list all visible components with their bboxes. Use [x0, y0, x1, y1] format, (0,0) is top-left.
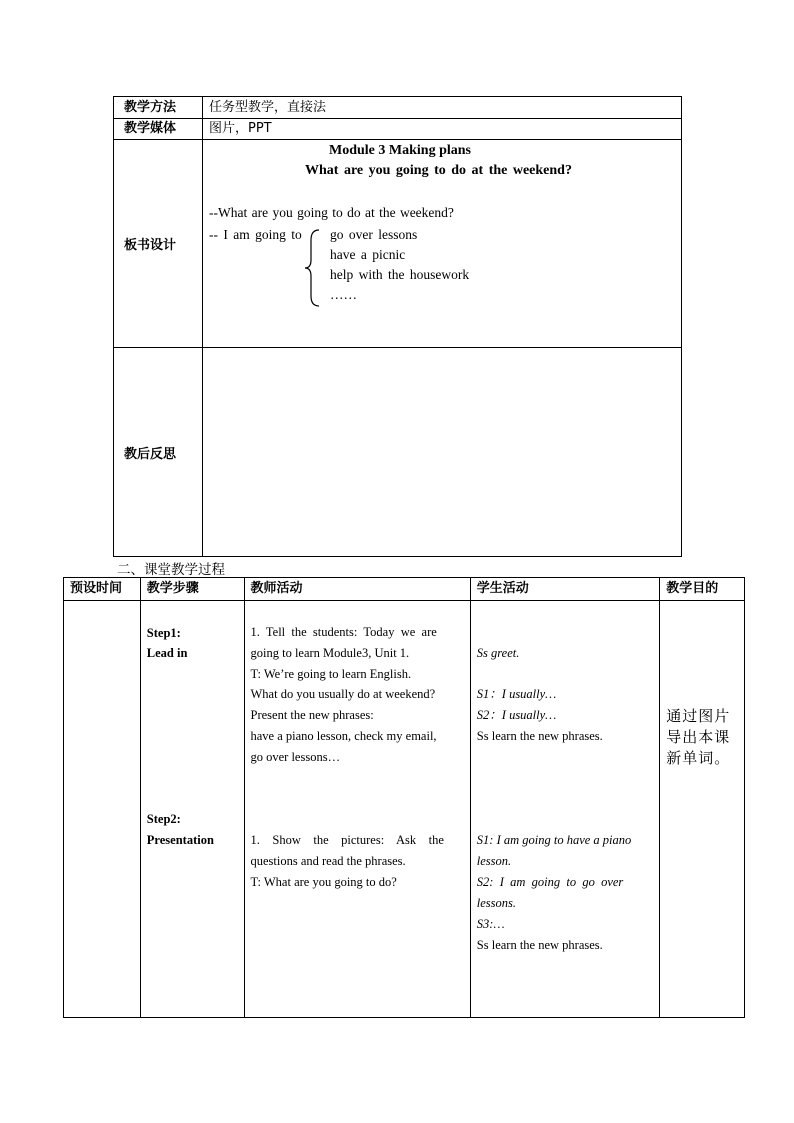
board-answer: -- I am going to: [209, 227, 302, 242]
header-purpose: 教学目的: [660, 578, 745, 601]
student-line: Ss greet.: [476, 646, 520, 660]
student-line: lessons.: [476, 896, 517, 910]
teacher-line: go over lessons…: [250, 750, 341, 764]
board-design-cell: [203, 140, 682, 348]
header-student: 学生活动: [470, 578, 659, 601]
lesson-info-table: [113, 96, 682, 557]
teacher-line: What do you usually do at weekend?: [250, 687, 436, 701]
brace-icon: [303, 228, 323, 308]
purpose-line: 导出本课: [666, 728, 731, 746]
student-activity-cell: [470, 601, 659, 1018]
time-cell: [64, 601, 141, 1018]
teacher-line: T: What are you going to do?: [250, 875, 397, 889]
step-cell: [140, 601, 244, 1018]
step2-name: Presentation: [146, 833, 214, 847]
student-line: Ss learn the new phrases.: [476, 938, 603, 952]
student-line: S1：I usually…: [476, 687, 557, 701]
purpose-line: 新单词。: [666, 749, 731, 767]
board-question: --What are you going to do at the weekend?: [209, 205, 454, 220]
purpose-cell: [660, 601, 745, 1018]
teacher-line: have a piano lesson, check my email,: [250, 729, 437, 743]
teacher-line: T: We’re going to learn English.: [250, 667, 412, 681]
media-value: 图片，PPT: [203, 119, 682, 140]
method-value: 任务型教学，直接法: [203, 97, 682, 119]
board-subtitle: What are you going to do at the weekend?: [305, 163, 572, 178]
header-time: 预设时间: [64, 578, 141, 601]
teacher-line: 1. Tell the students: Today we are: [250, 625, 437, 639]
header-teacher: 教师活动: [244, 578, 470, 601]
board-title: Module 3 Making plans: [329, 143, 471, 158]
student-line: S2: I am going to go over: [476, 875, 624, 889]
student-line: S3:…: [476, 917, 505, 931]
purpose-line: 通过图片: [666, 707, 731, 725]
media-label: 教学媒体: [114, 119, 203, 140]
student-line: Ss learn the new phrases.: [476, 729, 603, 743]
teacher-line: Present the new phrases:: [250, 708, 374, 722]
teacher-activity-cell: [244, 601, 470, 1018]
board-phrase: help with the housework: [330, 267, 470, 282]
student-line: S2：I usually…: [476, 708, 557, 722]
board-phrase: ……: [330, 287, 357, 302]
section-title: 二、课堂教学过程: [117, 562, 225, 578]
header-step: 教学步骤: [140, 578, 244, 601]
process-table: [63, 577, 745, 1018]
student-line: S1: I am going to have a piano: [476, 833, 632, 847]
step1-name: Lead in: [146, 646, 188, 660]
reflection-label: 教后反思: [114, 348, 203, 557]
board-label: 板书设计: [114, 140, 203, 348]
teacher-line: going to learn Module3, Unit 1.: [250, 646, 410, 660]
teacher-line: questions and read the phrases.: [250, 854, 406, 868]
board-phrase: go over lessons: [330, 227, 418, 242]
teacher-line: 1. Show the pictures: Ask the: [250, 833, 444, 847]
step2-label: Step2:: [146, 812, 181, 826]
student-line: lesson.: [476, 854, 512, 868]
reflection-cell: [203, 348, 682, 557]
method-label: 教学方法: [114, 97, 203, 119]
step1-label: Step1:: [146, 626, 181, 640]
board-phrase: have a picnic: [330, 247, 406, 262]
